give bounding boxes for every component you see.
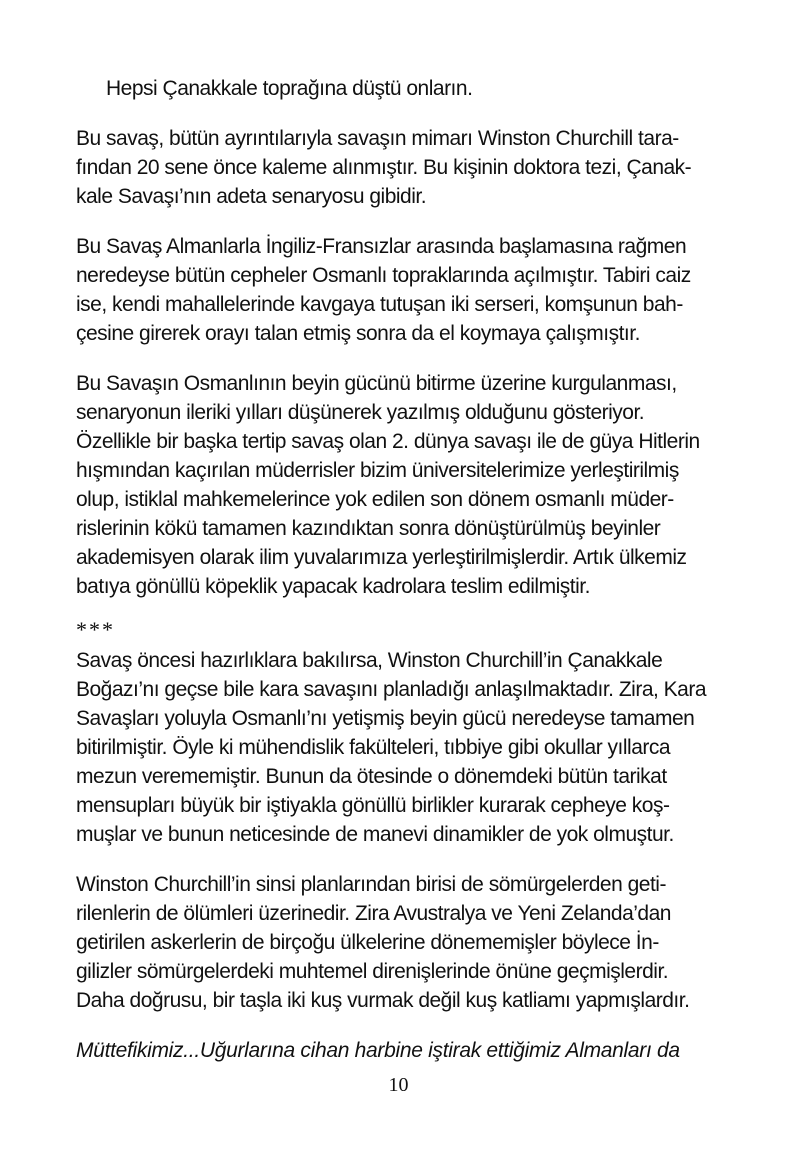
- text-line: mezun verememiştir. Bunun da ötesinde o dönemdeki bütün tarikat: [76, 765, 667, 788]
- text-line: fından 20 sene önce kaleme alınmıştır. Bu kişinin doktora tezi, Çanak-: [76, 156, 692, 179]
- paragraph: [76, 232, 731, 348]
- text-line: Savaş öncesi hazırlıklara bakılırsa, Winston Churchill’in Çanakkale: [76, 649, 663, 672]
- page-number: 10: [388, 1074, 409, 1096]
- text-line: Boğazı’nı geçse bile kara savaşını planladığı anlaşılmaktadır. Zira, Kara: [76, 678, 707, 701]
- text-line: neredeyse bütün cepheler Osmanlı topraklarında açılmıştır. Tabiri caiz: [76, 264, 691, 287]
- text-line: kale Savaşı’nın adeta senaryosu gibidir.: [76, 185, 427, 208]
- paragraph: [76, 124, 731, 211]
- text-line: muşlar ve bunun neticesinde de manevi dinamikler de yok olmuştur.: [76, 823, 674, 846]
- text-line: bitirilmiştir. Öyle ki mühendislik fakülteleri, tıbbiye gibi okullar yıllarca: [76, 736, 671, 759]
- text-line: akademisyen olarak ilim yuvalarımıza yerleştirilmişlerdir. Artık ülkemiz: [76, 546, 687, 569]
- text-line: olup, istiklal mahkemelerince yok edilen son dönem osmanlı müder-: [76, 488, 674, 511]
- paragraph: [76, 369, 731, 601]
- paragraph: [76, 870, 731, 1015]
- text-line: hışmından kaçırılan müderrisler bizim üniversitelerimize yerleştirilmiş: [76, 459, 679, 482]
- lead-in-italic-line: [76, 1036, 731, 1065]
- text-line: Bu Savaşın Osmanlının beyin gücünü bitirme üzerine kurgulanması,: [76, 372, 677, 395]
- text-line: senaryonun ileriki yılları düşünerek yazılmış olduğunu gösteriyor.: [76, 401, 645, 424]
- text-line: mensupları büyük bir iştiyakla gönüllü birlikler kurarak cepheye koş-: [76, 794, 670, 817]
- text-line: Müttefikimiz...Uğurlarına cihan harbine iştirak ettiğimiz Almanları da: [76, 1039, 680, 1062]
- text-line: Bu Savaş Almanlarla İngiliz-Fransızlar arasında başlamasına rağmen: [76, 235, 687, 258]
- text-line: ***: [76, 617, 115, 642]
- text-line: Bu savaş, bütün ayrıntılarıyla savaşın mimarı Winston Churchill tara-: [76, 127, 679, 150]
- page-body: [76, 74, 731, 1065]
- text-line: getirilen askerlerin de birçoğu ülkelerine dönememişler böylece İn-: [76, 931, 659, 954]
- text-line: rislerinin kökü tamamen kazındıktan sonra dönüştürülmüş beyinler: [76, 517, 661, 540]
- text-line: çesine girerek orayı talan etmiş sonra da el koymaya çalışmıştır.: [76, 322, 640, 345]
- section-separator: [76, 615, 731, 644]
- text-line: Daha doğrusu, bir taşla iki kuş vurmak değil kuş katliamı yapmışlardır.: [76, 989, 690, 1012]
- paragraph: [76, 646, 731, 849]
- opening-line: [76, 74, 731, 103]
- text-line: Savaşları yoluyla Osmanlı’nı yetişmiş beyin gücü neredeyse tamamen: [76, 707, 695, 730]
- text-line: Özellikle bir başka tertip savaş olan 2. dünya savaşı ile de güya Hitlerin: [76, 430, 700, 453]
- text-line: gilizler sömürgelerdeki muhtemel direnişlerinde önüne geçmişlerdir.: [76, 960, 669, 983]
- text-line: rilenlerin de ölümleri üzerinedir. Zira Avustralya ve Yeni Zelanda’dan: [76, 902, 671, 925]
- text-line: ise, kendi mahallelerinde kavgaya tutuşan iki serseri, komşunun bah-: [76, 293, 683, 316]
- text-line: batıya gönüllü köpeklik yapacak kadrolara teslim edilmiştir.: [76, 575, 590, 598]
- text-line: Winston Churchill’in sinsi planlarından birisi de sömürgelerden geti-: [76, 873, 666, 896]
- text-line: Hepsi Çanakkale toprağına düştü onların.: [106, 77, 473, 100]
